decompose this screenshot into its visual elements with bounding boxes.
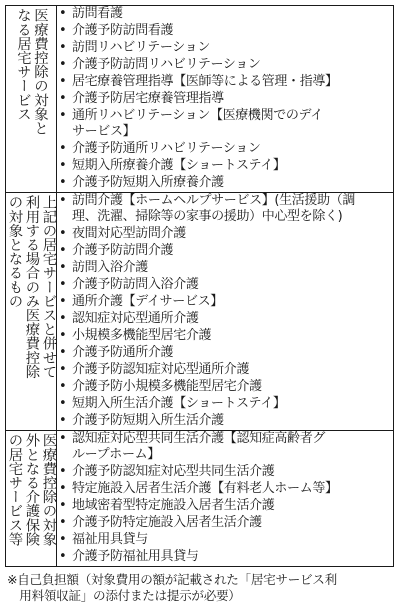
list-item: • 認知症対応型通所介護 (57, 311, 393, 327)
items-cell (57, 6, 394, 193)
list-item: • 特定施設入居者生活介護【有料老人ホーム等】 (57, 481, 393, 497)
list-item: • 居宅療養管理指導【医師等による管理・指導】 (57, 74, 393, 90)
service-table (5, 5, 394, 567)
service-list-excluded (57, 431, 393, 565)
items-cell (57, 431, 394, 567)
footnote: ※自己負担額（対象費用の額が記載された「居宅サービス利 用料領収証」の添付または提示が必要） (7, 572, 337, 603)
list-item: • 介護予防通所リハビリテーション (57, 141, 393, 157)
category-label-excluded: 医療費控除の対象 外となる介護保険 の居宅サービス等 (6, 433, 57, 546)
list-item: • 訪問入浴介護 (57, 260, 393, 276)
list-item: • 介護予防通所介護 (57, 345, 393, 361)
list-item: • 福祉用具貸与 (57, 532, 393, 548)
list-item: • 介護予防訪問介護 (57, 243, 393, 259)
care-service-deduction-document (5, 5, 394, 604)
section-row-conditional (6, 193, 394, 431)
list-item: • 訪問リハビリテーション (57, 40, 393, 56)
category-label-conditional: 上記の居宅サービスと併せて 利用する場合のみ医療費控除 の対象となるもの (6, 195, 57, 379)
service-list-conditional (57, 193, 393, 429)
list-item: • 介護予防特定施設入居者生活介護 (57, 515, 393, 531)
category-cell (6, 193, 57, 431)
list-item: • 短期入所療養介護【ショートステイ】 (57, 158, 393, 174)
list-item: • 訪問看護 (57, 6, 393, 22)
list-item: • 介護予防訪問看護 (57, 23, 393, 39)
list-item: • 介護予防訪問リハビリテーション (57, 57, 393, 73)
items-cell (57, 193, 394, 431)
list-item: • 夜間対応型訪問介護 (57, 226, 393, 242)
list-item: • 地域密着型特定施設入居者生活介護 (57, 498, 393, 514)
list-item: • 通所介護【デイサービス】 (57, 294, 393, 310)
section-row-excluded (6, 431, 394, 567)
category-cell (6, 431, 57, 567)
category-cell (6, 6, 57, 193)
category-label-deductible: 医療費控除の対象と なる居宅サービス (15, 8, 48, 135)
list-item: • 小規模多機能型居宅介護 (57, 328, 393, 344)
list-item: • 介護予防福祉用具貸与 (57, 549, 393, 565)
list-item: • 介護予防短期入所療養介護 (57, 175, 393, 191)
list-item: • 介護予防認知症対応型共同生活介護 (57, 464, 393, 480)
list-item: • 介護予防居宅療養管理指導 (57, 91, 393, 107)
list-item: • 訪問介護【ホームヘルプサービス】(生活援助（調 理、洗濯、掃除等の家事の援助）中心型を除く) (57, 193, 393, 225)
list-item: • 介護予防短期入所生活介護 (57, 413, 393, 429)
list-item: • 通所リハビリテーション【医療機関でのデイ サービス】 (57, 108, 393, 140)
service-list-deductible (57, 6, 393, 191)
list-item: • 介護予防訪問入浴介護 (57, 277, 393, 293)
list-item: • 認知症対応型共同生活介護【認知症高齢者グ ループホーム】 (57, 431, 393, 463)
section-row-deductible (6, 6, 394, 193)
list-item: • 介護予防認知症対応型通所介護 (57, 362, 393, 378)
list-item: • 介護予防小規模多機能型居宅介護 (57, 379, 393, 395)
list-item: • 短期入所生活介護【ショートステイ】 (57, 396, 393, 412)
